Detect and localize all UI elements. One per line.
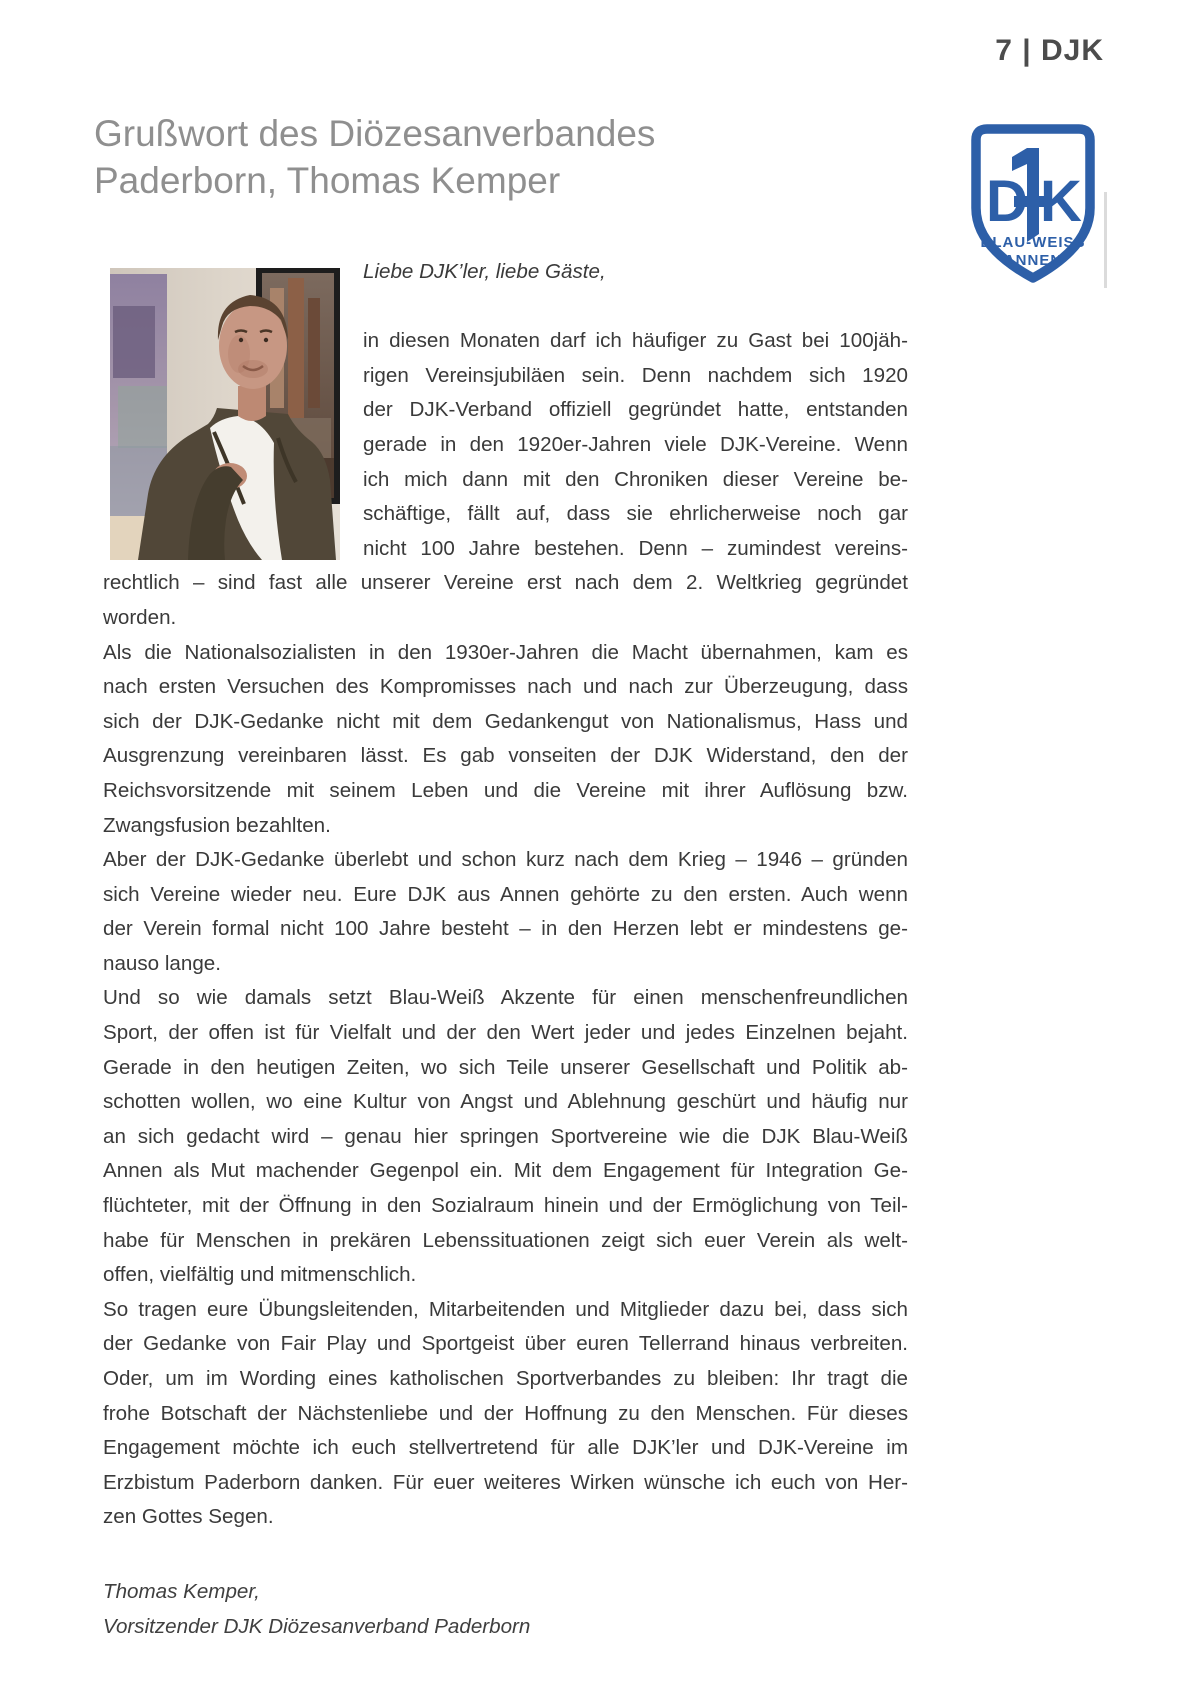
scan-artifact <box>1104 192 1107 288</box>
page-title-line-1: Grußwort des Diözesanverbandes <box>94 113 656 154</box>
signature-role: Vorsitzender DJK Diözesanverband Paderborn <box>103 1614 531 1638</box>
body-line: Aber der DJK-Gedanke überlebt und schon kurz nach dem Krieg – 1946 – gründen <box>103 848 908 872</box>
body-line: flüchteter, mit der Öffnung in den Sozialraum hinein und der Ermöglichung von Teil- <box>103 1194 908 1218</box>
body-line: rechtlich – sind fast alle unserer Vereine erst nach dem 2. Weltkrieg gegründet <box>103 571 908 595</box>
body-line: Reichsvorsitzende mit seinem Leben und die Vereine mit ihrer Auflösung bzw. <box>103 778 908 802</box>
body-line: der Gedanke von Fair Play und Sportgeist über euren Tellerrand hinaus verbreiten. <box>103 1332 908 1356</box>
body-line: in diesen Monaten darf ich häufiger zu Gast bei 100jäh- <box>363 329 908 353</box>
logo-club-name-line-1: BLAU-WEISS <box>980 234 1086 251</box>
body-line: sich Vereine wieder neu. Eure DJK aus Annen gehörte zu den ersten. Auch wenn <box>103 882 908 906</box>
body-line: ich mich dann mit den Chroniken dieser Vereine be- <box>363 467 908 491</box>
signature <box>103 1575 908 1644</box>
page-title <box>94 110 655 204</box>
body-line: frohe Botschaft der Nächstenliebe und der Hoffnung zu den Menschen. Für dieses <box>103 1401 908 1425</box>
letter-body <box>103 255 908 1644</box>
body-line: Gerade in den heutigen Zeiten, wo sich Teile unserer Gesellschaft und Politik ab- <box>103 1055 908 1079</box>
page-number-label: 7 | DJK <box>995 34 1104 67</box>
body-line: Engagement möchte ich euch stellvertretend für alle DJK’ler und DJK-Vereine im <box>103 1436 908 1460</box>
page-title-line-2: Paderborn, Thomas Kemper <box>94 160 561 201</box>
body-line: Ausgrenzung vereinbaren lässt. Es gab vonseiten der DJK Widerstand, den der <box>103 744 908 768</box>
club-logo <box>962 120 1104 286</box>
body-line: offen, vielfältig und mitmenschlich. <box>103 1263 417 1287</box>
body-line: Sport, der offen ist für Vielfalt und der den Wert jeder und jedes Einzelnen bejaht. <box>103 1021 908 1045</box>
body-line: nicht 100 Jahre bestehen. Denn – zumindest vereins- <box>363 536 908 560</box>
body-line: nach ersten Versuchen des Kompromisses nach und nach zur Überzeugung, dass <box>103 675 908 699</box>
body-line: der DJK-Verband offiziell gegründet hatte, entstanden <box>363 398 908 422</box>
body-line: Annen als Mut machender Gegenpol ein. Mit dem Engagement für Integration Ge- <box>103 1159 908 1183</box>
signature-name: Thomas Kemper, <box>103 1579 260 1603</box>
body-line: habe für Menschen in prekären Lebenssituationen zeigt sich euer Verein als welt- <box>103 1228 908 1252</box>
body-line: gerade in den 1920er-Jahren viele DJK-Vereine. Wenn <box>363 432 908 456</box>
body-line: sich der DJK-Gedanke nicht mit dem Gedankengut von Nationalismus, Hass und <box>103 709 908 733</box>
body-line: schäftige, fällt auf, dass sie ehrlicherweise noch gar <box>363 502 908 526</box>
body-line: Als die Nationalsozialisten in den 1930er-Jahren die Macht übernahmen, kam es <box>103 640 908 664</box>
body-line: rigen Vereinsjubiläen sein. Denn nachdem sich 1920 <box>363 363 908 387</box>
salutation: Liebe DJK’ler, liebe Gäste, <box>363 260 606 283</box>
blank-line <box>103 290 908 325</box>
logo-letter-k: K <box>1040 169 1082 234</box>
body-line: Zwangsfusion bezahlten. <box>103 813 331 837</box>
body-line: an sich gedacht wird – genau hier springen Sportvereine wie die DJK Blau-Weiß <box>103 1124 908 1148</box>
body-line: zen Gottes Segen. <box>103 1505 274 1529</box>
body-line: worden. <box>103 605 177 629</box>
body-line: Und so wie damals setzt Blau-Weiß Akzente für einen menschenfreundlichen <box>103 986 908 1010</box>
logo-club-name-line-2: ANNEN <box>1003 252 1063 269</box>
body-line: Oder, um im Wording eines katholischen Sportverbandes zu bleiben: Ihr tragt die <box>103 1367 908 1390</box>
body-text <box>103 324 908 1535</box>
body-line: schotten wollen, wo eine Kultur von Angst und Ablehnung geschürt und häufig nur <box>103 1090 908 1114</box>
body-line: der Verein formal nicht 100 Jahre besteht – in den Herzen lebt er mindestens ge- <box>103 917 908 941</box>
logo-one-glyph <box>1027 148 1039 242</box>
body-line: So tragen eure Übungsleitenden, Mitarbeitenden und Mitglieder dazu bei, dass sich <box>103 1297 908 1321</box>
logo-letter-d: D <box>986 169 1028 234</box>
body-line: Erzbistum Paderborn danken. Für euer weiteres Wirken wünsche ich euch von Her- <box>103 1470 908 1494</box>
body-line: nauso lange. <box>103 951 221 975</box>
